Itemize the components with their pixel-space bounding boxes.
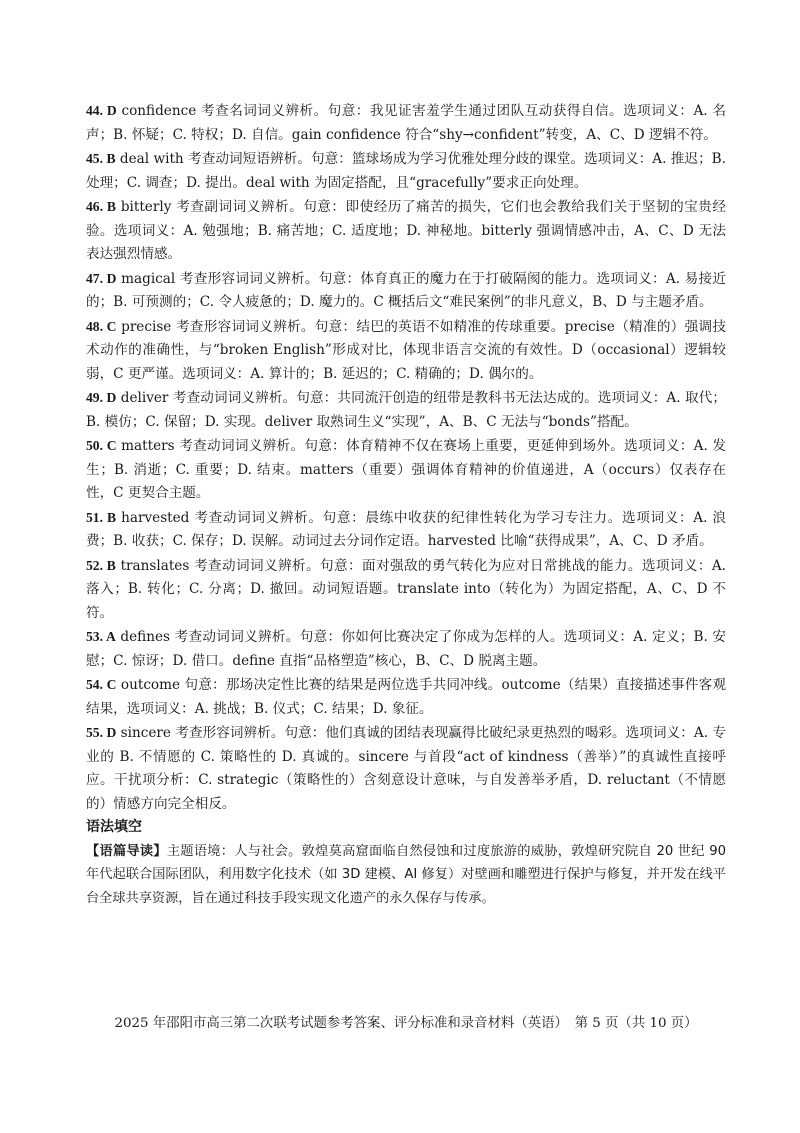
answer-item-55 (86, 721, 726, 816)
page-footer: 2025 年邵阳市高三第二次联考试题参考答案、评分标准和录音材料（英语） 第 5 页（共 10 页） (114, 1016, 698, 1031)
answer-number: 53. A (86, 629, 116, 644)
answer-explanation: outcome 句意：那场决定性比赛的结果是两位选手共同冲线。outcome（结果）直接描述事件客观结果，选项词义：A. 挑战；B. 仪式；C. 结果；D. 象征。 (86, 677, 726, 717)
answer-explanation: translates 考查动词词义辨析。句意：面对强敌的勇气转化为应对日常挑战的能力。选项词义：A. 落入；B. 转化；C. 分离；D. 撤回。动词短语题。translate into（转化为）为固定搭配，A、C、D 不符。 (86, 557, 726, 621)
answer-number: 47. D (86, 270, 117, 286)
guide-label: 【语篇导读】 (86, 843, 167, 859)
answer-number: 54. C (86, 677, 117, 692)
answer-item-47 (86, 267, 726, 315)
answer-explanation: deliver 考查动词词义辨析。句意：共同流汗创造的纽带是教科书无法达成的。选项词义：A. 取代；B. 模仿；C. 保留；D. 实现。deliver 取熟词生义“实现”，A、B、C 无法与“bonds”搭配。 (86, 390, 726, 430)
answer-explanation: confidence 考查名词词义辨析。句意：我见证害羞学生通过团队互动获得自信。选项词义：A. 名声；B. 怀疑；C. 特权；D. 自信。gain confidence 符合“shy→confident”转变，A、C、D 逻辑不符。 (86, 103, 726, 143)
guide-text: 主题语境：人与社会。敦煌莫高窟面临自然侵蚀和过度旅游的威胁，敦煌研究院自 20 世纪 90 年代起联合国际团队，利用数字化技术（如 3D 建模、AI 修复）对壁画和雕塑进行保护与修复，并开发在线平台全球共享资源，旨在通过科技手段实现文化遗产的永久保存与传承。 (86, 843, 727, 906)
answer-item-46 (86, 195, 726, 267)
answer-item-52 (86, 554, 726, 626)
answer-explanation: magical 考查形容词词义辨析。句意：体育真正的魔力在于打破隔阂的能力。选项词义：A. 易接近的；B. 可预测的；C. 令人疲惫的；D. 魔力的。C 概括后文“难民案例”的非凡意义，B、D 与主题矛盾。 (86, 270, 726, 310)
answer-explanation: harvested 考查动词词义辨析。句意：晨练中收获的纪律性转化为学习专注力。选项词义：A. 浪费；B. 收获；C. 保存；D. 误解。动词过去分词作定语。harvested 比喻“获得成果”，A、C、D 矛盾。 (86, 509, 726, 549)
answer-item-49 (86, 386, 726, 434)
answer-number: 52. B (86, 557, 116, 573)
answer-number: 45. B (86, 151, 116, 166)
answer-item-45 (86, 147, 726, 195)
section-title: 语法填空 (86, 819, 142, 835)
answer-page (86, 99, 726, 910)
answer-number: 48. C (86, 318, 117, 334)
answer-item-53 (86, 625, 726, 673)
answer-explanation: matters 考查动词词义辨析。句意：体育精神不仅在赛场上重要，更延伸到场外。选项词义：A. 发生；B. 消逝；C. 重要；D. 结束。matters（重要）强调体育精神的价值递进，A（occurs）仅表存在性，C 更契合主题。 (86, 438, 726, 501)
answer-explanation: deal with 考查动词短语辨析。句意：篮球场成为学习优雅处理分歧的课堂。选项词义：A. 推迟；B. 处理；C. 调查；D. 提出。deal with 为固定搭配，且“gracefully”要求正向处理。 (86, 151, 726, 191)
answer-explanation: bitterly 考查副词词义辨析。句意：即使经历了痛苦的损失，它们也会教给我们关于坚韧的宝贵经验。选项词义：A. 勉强地；B. 痛苦地；C. 适度地；D. 神秘地。bitterly 强调情感冲击，A、C、D 无法表达强烈情感。 (86, 199, 726, 262)
answer-number: 46. B (86, 199, 116, 214)
answer-explanation: defines 考查动词词义辨析。句意：你如何比赛决定了你成为怎样的人。选项词义：A. 定义；B. 安慰；C. 惊讶；D. 借口。define 直指“品格塑造”核心，B、C、D 脱离主题。 (86, 629, 726, 669)
passage-guide (86, 840, 726, 911)
answer-number: 44. D (86, 103, 117, 118)
answer-number: 50. C (86, 438, 117, 453)
answer-explanation: sincere 考查形容词辨析。句意：他们真诚的团结表现赢得比破纪录更热烈的喝彩。选项词义：A. 专业的 B. 不情愿的 C. 策略性的 D. 真诚的。sincere 与首段“act of kindness（善举）”的真诚性直接呼应。干扰项分析：C. strategic（策略性的）含刻意设计意味，与自发善举矛盾，D. reluctant（不情愿的）情感方向完全相反。 (86, 725, 726, 812)
answer-number: 49. D (86, 390, 117, 405)
answer-number: 55. D (86, 725, 117, 740)
answer-item-54 (86, 673, 726, 721)
answer-item-50 (86, 434, 726, 506)
answer-explanation: precise 考查形容词词义辨析。句意：结巴的英语不如精准的传球重要。precise（精准的）强调技术动作的准确性，与“broken English”形成对比，体现非语言交流的有效性。D（occasional）逻辑较弱，C 更严谨。选项词义：A. 算计的；B. 延迟的；C. 精确的；D. 偶尔的。 (86, 318, 726, 382)
answer-item-44 (86, 99, 726, 147)
answer-item-48 (86, 315, 726, 387)
answer-item-51 (86, 506, 726, 554)
answer-number: 51. B (86, 509, 117, 525)
